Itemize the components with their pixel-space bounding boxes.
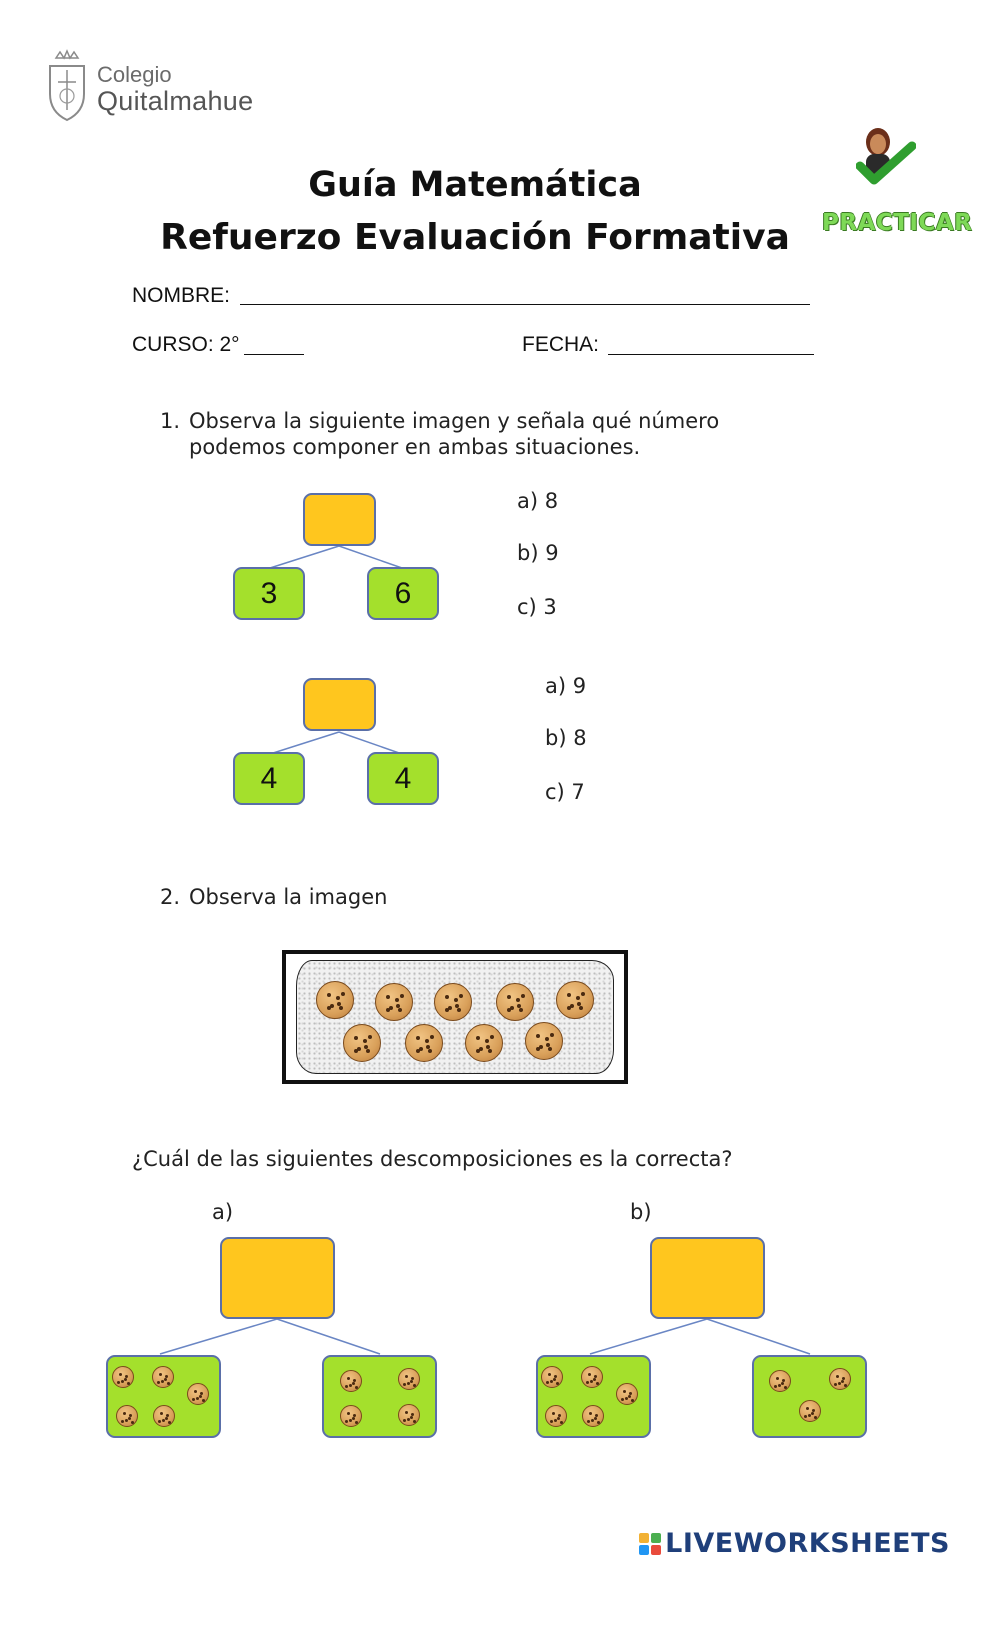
cookie-icon bbox=[343, 1024, 381, 1062]
cookie-icon bbox=[340, 1370, 362, 1392]
practicar-badge: PRACTICAR bbox=[822, 210, 973, 236]
nombre-label: NOMBRE: bbox=[132, 284, 231, 307]
liveworksheets-brand bbox=[639, 1528, 950, 1559]
cookie-icon bbox=[541, 1366, 563, 1388]
curso-label: CURSO: 2° bbox=[132, 333, 240, 356]
option-a-label: a) bbox=[212, 1200, 234, 1224]
cookie-icon bbox=[187, 1383, 209, 1405]
question1-text-line1: Observa la siguiente imagen y señala qué número bbox=[189, 409, 720, 433]
cookie-icon bbox=[375, 983, 413, 1021]
cookie-icon bbox=[398, 1404, 420, 1426]
set2-right-box: 4 bbox=[367, 752, 439, 805]
cookie-icon bbox=[545, 1405, 567, 1427]
option-a-right-box bbox=[322, 1355, 437, 1438]
set2-left-box: 4 bbox=[233, 752, 305, 805]
set1-left-box: 3 bbox=[233, 567, 305, 620]
cookie-icon bbox=[465, 1024, 503, 1062]
question1-text-line2: podemos componer en ambas situaciones. bbox=[189, 435, 641, 459]
fecha-label: FECHA: bbox=[522, 333, 600, 356]
set1-right-box: 6 bbox=[367, 567, 439, 620]
brand-name: LIVEWORKSHEETS bbox=[665, 1528, 950, 1559]
cookie-icon bbox=[340, 1405, 362, 1427]
set2-option-a[interactable]: a) 9 bbox=[545, 674, 587, 698]
cookie-icon bbox=[116, 1405, 138, 1427]
option-b-total-box[interactable] bbox=[650, 1237, 765, 1319]
school-name-line2: Quitalmahue bbox=[97, 86, 254, 116]
option-b-label: b) bbox=[630, 1200, 652, 1224]
cookie-icon bbox=[769, 1370, 791, 1392]
cookie-icon bbox=[152, 1366, 174, 1388]
cookie-icon bbox=[398, 1368, 420, 1390]
fecha-field[interactable] bbox=[608, 354, 814, 355]
cookie-icon bbox=[316, 981, 354, 1019]
cookie-icon bbox=[496, 983, 534, 1021]
curso-field[interactable] bbox=[244, 354, 304, 355]
option-a-total-box[interactable] bbox=[220, 1237, 335, 1319]
cookie-icon bbox=[829, 1368, 851, 1390]
cookie-icon bbox=[556, 981, 594, 1019]
school-crest-icon bbox=[44, 48, 90, 124]
nombre-field[interactable] bbox=[240, 304, 810, 305]
question2-prompt: ¿Cuál de las siguientes descomposiciones es la correcta? bbox=[132, 1147, 733, 1171]
question2-text: Observa la imagen bbox=[189, 885, 388, 909]
liveworksheets-logo-icon bbox=[639, 1533, 661, 1555]
cookie-icon bbox=[582, 1405, 604, 1427]
set2-total-box[interactable] bbox=[303, 678, 376, 731]
cookie-icon bbox=[112, 1366, 134, 1388]
page-title: Guía Matemática bbox=[308, 165, 642, 205]
set1-option-b[interactable]: b) 9 bbox=[517, 541, 559, 565]
set1-option-c[interactable]: c) 3 bbox=[517, 595, 557, 619]
question2-number: 2. bbox=[160, 885, 181, 909]
avatar-checkmark-icon bbox=[856, 124, 916, 194]
set2-option-b[interactable]: b) 8 bbox=[545, 726, 587, 750]
option-b-right-box bbox=[752, 1355, 867, 1438]
cookie-icon bbox=[799, 1400, 821, 1422]
cookie-icon bbox=[405, 1024, 443, 1062]
question1-number: 1. bbox=[160, 409, 181, 433]
cookie-icon bbox=[616, 1383, 638, 1405]
set1-total-box[interactable] bbox=[303, 493, 376, 546]
page-subtitle: Refuerzo Evaluación Formativa bbox=[160, 217, 790, 258]
cookie-icon bbox=[153, 1405, 175, 1427]
school-name-line1: Colegio bbox=[97, 62, 172, 87]
cookie-icon bbox=[581, 1366, 603, 1388]
set2-option-c[interactable]: c) 7 bbox=[545, 780, 585, 804]
cookie-icon bbox=[525, 1022, 563, 1060]
set1-option-a[interactable]: a) 8 bbox=[517, 489, 559, 513]
cookie-icon bbox=[434, 983, 472, 1021]
